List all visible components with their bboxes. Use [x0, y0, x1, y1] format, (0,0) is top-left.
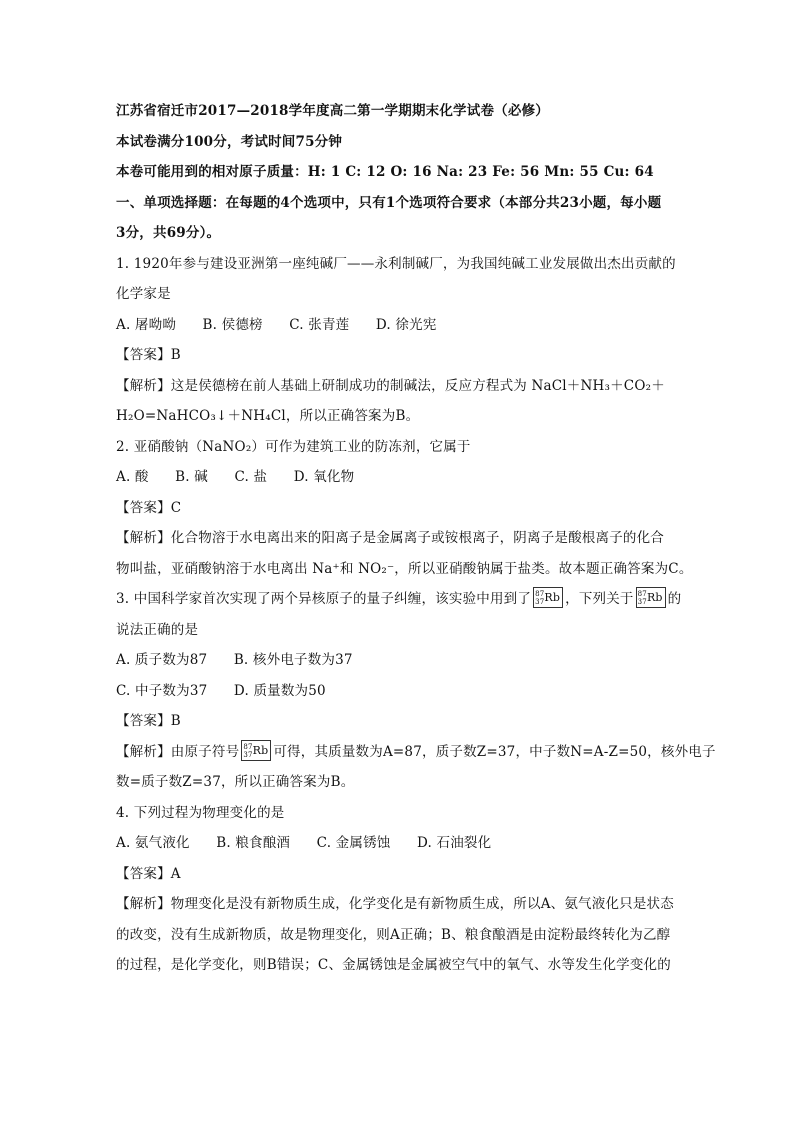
q4-option-d: D. 石油裂化: [416, 835, 492, 851]
rb-isotope-symbol: [241, 740, 271, 761]
q3-answer: 【答案】B: [116, 713, 181, 729]
isotope-atomic-number: 37: [243, 750, 253, 759]
isotope-atomic-number: 37: [535, 598, 545, 606]
q3-option-c: C. 中子数为37: [116, 682, 208, 699]
q4-option-c: C. 金属锈蚀: [316, 835, 391, 851]
q2-option-b: B. 碱: [175, 469, 208, 485]
q4-options: [116, 828, 691, 859]
isotope-element: Rb: [646, 591, 663, 604]
isotope-mass-number: 87: [243, 742, 253, 751]
q1-answer: 【答案】B: [116, 347, 181, 363]
q3-analysis-line2: 数=质子数Z=37，所以正确答案为B。: [116, 774, 355, 790]
q3-options-row1: [116, 645, 691, 676]
isotope-mass-number: 87: [637, 590, 647, 598]
q2-option-c: C. 盐: [234, 469, 268, 485]
atomic-masses: 本卷可能用到的相对原子质量：H: 1 C: 12 O: 16 Na: 23 Fe: 56 Mn: 55 Cu: 64: [116, 164, 654, 180]
q2-option-a: A. 酸: [116, 469, 149, 485]
q1-stem-line2: 化学家是: [116, 286, 171, 302]
q2-option-d: D. 氧化物: [293, 469, 355, 485]
exam-info: 本试卷满分100分，考试时间75分钟: [116, 133, 343, 150]
q3-analysis-part-b: 可得，其质量数为A=87，质子数Z=37，中子数N=A-Z=50，核外电子: [273, 743, 716, 760]
q4-option-b: B. 粮食酿酒: [216, 835, 291, 851]
exam-title: 江苏省宿迁市2017—2018学年度高二第一学期期末化学试卷（必修）: [116, 103, 549, 119]
q4-answer: 【答案】A: [116, 865, 181, 882]
q3-option-a: A. 质子数为87: [116, 652, 208, 668]
q2-analysis-line1: 【解析】化合物溶于水电离出来的阳离子是金属离子或铵根离子，阴离子是酸根离子的化合: [116, 530, 664, 546]
q3-analysis-line1: [116, 737, 716, 768]
q4-analysis-line1: 【解析】物理变化是没有新物质生成，化学变化是有新物质生成，所以A、氨气液化只是状态: [116, 896, 674, 912]
q3-stem-part-b: ，下列关于: [565, 591, 634, 607]
q1-option-d: D. 徐光宪: [375, 316, 437, 333]
q4-option-a: A. 氨气液化: [116, 835, 190, 851]
q1-stem-line1: 1. 1920年参与建设亚洲第一座纯碱厂——永利制碱厂，为我国纯碱工业发展做出杰出贡献的: [116, 255, 676, 272]
q3-stem-part-a: 3. 中国科学家首次实现了两个异核原子的量子纠缠，该实验中用到了: [116, 591, 532, 607]
section-heading-line1: 一、单项选择题：在每题的4个选项中，只有1个选项符合要求（本部分共23小题，每小题: [116, 194, 662, 211]
q4-analysis-line2: 的改变，没有生成新物质，故是物理变化，则A正确；B、粮食酿酒是由淀粉最终转化为乙醇: [116, 926, 671, 943]
isotope-element: Rb: [252, 743, 269, 757]
isotope-element: Rb: [544, 591, 561, 604]
exam-page: [116, 96, 716, 981]
q3-stem-part-c: 的: [667, 591, 682, 607]
q3-stem-line2: 说法正确的是: [116, 621, 199, 638]
q3-options-row2: [116, 676, 691, 707]
q1-analysis-line2: H₂O=NaHCO₃↓＋NH₄Cl，所以正确答案为B。: [116, 408, 420, 424]
rb-isotope-symbol: [533, 587, 563, 608]
q3-option-b: B. 核外电子数为37: [233, 652, 353, 668]
q2-answer: 【答案】C: [116, 499, 182, 516]
isotope-atomic-number: 37: [637, 598, 647, 606]
q1-analysis-line1: 【解析】这是侯德榜在前人基础上研制成功的制碱法，反应方程式为 NaCl＋NH₃＋CO₂＋: [116, 377, 665, 394]
q1-option-a: A. 屠呦呦: [116, 316, 177, 333]
q3-stem-line1: [116, 584, 691, 615]
q4-stem: 4. 下列过程为物理变化的是: [116, 804, 285, 821]
isotope-mass-number: 87: [535, 590, 545, 598]
rb-isotope-symbol: [636, 587, 666, 608]
q1-option-c: C. 张青莲: [289, 316, 350, 333]
q3-analysis-part-a: 【解析】由原子符号: [116, 743, 240, 760]
q2-options: [116, 462, 691, 493]
q3-option-d: D. 质量数为50: [233, 682, 326, 699]
section-heading-line2: 3分，共69分）。: [116, 225, 221, 241]
q4-analysis-line3: 的过程，是化学变化，则B错误；C、金属锈蚀是金属被空气中的氧气、水等发生化学变化的: [116, 957, 671, 973]
q2-analysis-line2: 物叫盐，亚硝酸钠溶于水电离出 Na⁺和 NO₂⁻，所以亚硝酸钠属于盐类。故本题正确答案为C。: [116, 560, 693, 577]
q1-options: [116, 310, 691, 341]
q1-option-b: B. 侯德榜: [202, 316, 263, 333]
q2-stem: 2. 亚硝酸钠（NaNO₂）可作为建筑工业的防冻剂，它属于: [116, 438, 471, 455]
